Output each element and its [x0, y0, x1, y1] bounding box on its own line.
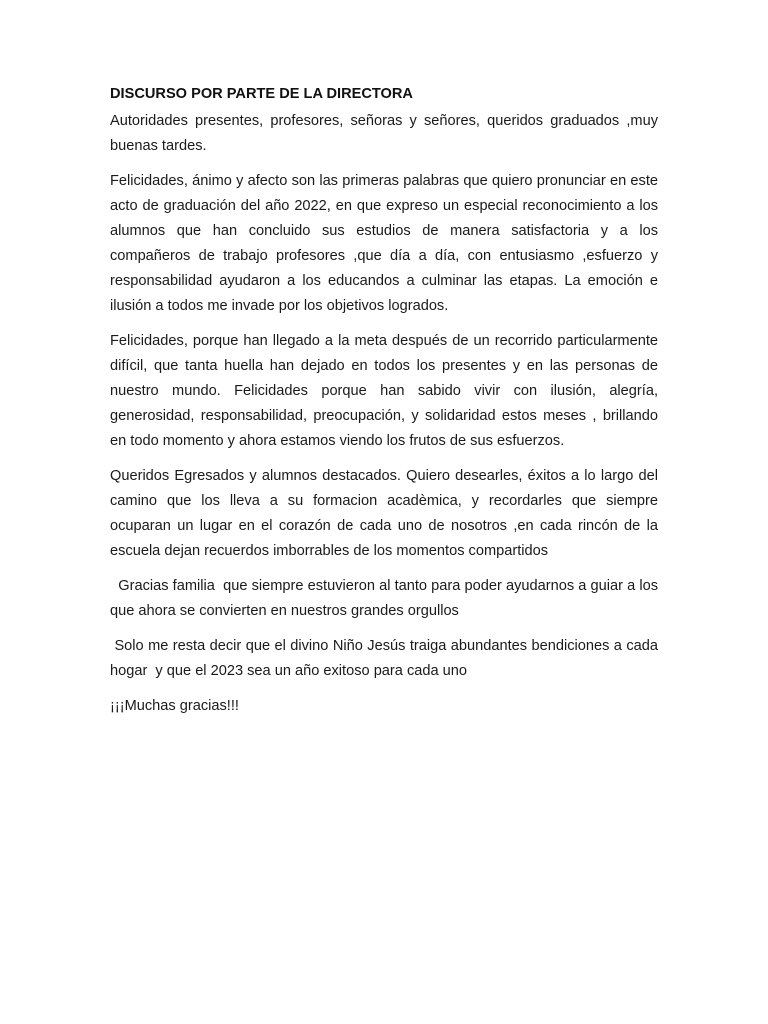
paragraph-congratulations: Felicidades, ánimo y afecto son las primeras palabras que quiero pronunciar en este acto de graduación del año 2022, en que expreso un especial reconocimiento a los alumnos que han concluido sus estudios de manera satisfactoria y a los compañeros de trabajo profesores ,que día a día, con entusiasmo ,esfuerzo y responsabilidad ayudaron a los educandos a culminar las etapas. La emoción e ilusión a todos me invade por los objetivos logrados.: [110, 173, 658, 314]
paragraph-closing: ¡¡¡Muchas gracias!!!: [110, 698, 239, 714]
document-page: [110, 84, 663, 729]
document-title: DISCURSO POR PARTE DE LA DIRECTORA: [110, 86, 413, 102]
paragraph-families: Gracias familia que siempre estuvieron al tanto para poder ayudarnos a guiar a los que ahora se convierten en nuestros grandes orgullos: [110, 578, 663, 619]
paragraph-achievement: Felicidades, porque han llegado a la meta después de un recorrido particularmente difícil, que tanta huella han dejado en todos los presentes y en las personas de nuestro mundo. Felicidades porque han sabido vivir con ilusión, alegría, generosidad, responsabilidad, preocupación, y solidaridad estos meses , brillando en todo momento y ahora estamos viendo los frutos de sus esfuerzos.: [110, 333, 658, 449]
paragraph-graduates: Queridos Egresados y alumnos destacados. Quiero desearles, éxitos a lo largo del camino que los lleva a su formacion acadèmica, y recordarles que siempre ocuparan un lugar en el corazón de cada uno de nosotros ,en cada rincón de la escuela dejan recuerdos imborrables de los momentos compartidos: [110, 468, 658, 559]
paragraph-greeting: Autoridades presentes, profesores, señoras y señores, queridos graduados ,muy buenas tardes.: [110, 113, 658, 154]
paragraph-blessings: Solo me resta decir que el divino Niño Jesús traiga abundantes bendiciones a cada hogar y que el 2023 sea un año exitoso para cada uno: [110, 638, 663, 679]
